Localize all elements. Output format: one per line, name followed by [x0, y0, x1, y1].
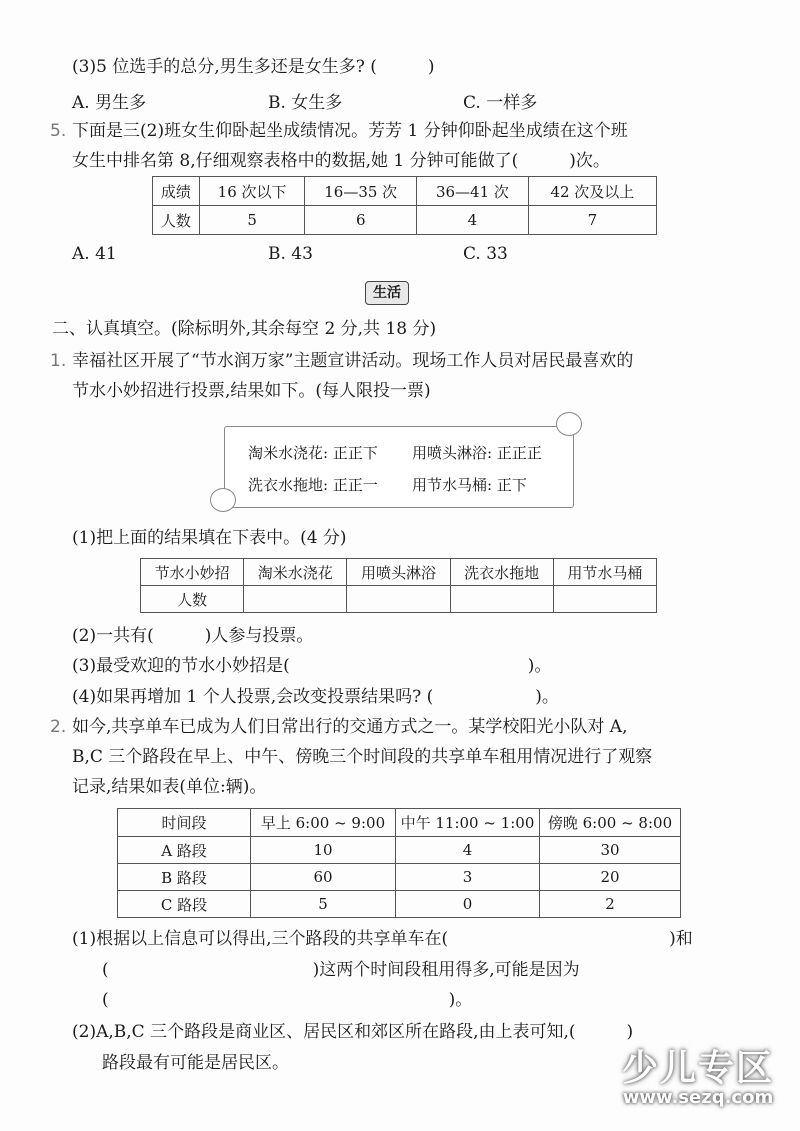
table-cell: 10 [251, 837, 396, 864]
tally-item: 用节水马桶: 正下 [412, 476, 527, 494]
option-b: B. 43 [268, 244, 313, 264]
table-cell: 36—41 次 [417, 177, 529, 206]
option-c: C. 一样多 [463, 93, 538, 113]
question-1-line1: 幸福社区开展了“节水润万家”主题宣讲活动。现场工作人员对居民最喜欢的 [72, 351, 634, 371]
table-cell: 7 [528, 206, 656, 235]
table-row [153, 206, 657, 235]
question-2-line1: 如今,共享单车已成为人们日常出行的交通方式之一。某学校阳光小队对 A, [72, 717, 628, 737]
table-header-row [118, 809, 681, 837]
question-2-sub1-line2: ( )这两个时间段租用得多,可能是因为 [102, 960, 580, 980]
table-cell: 傍晚 6:00 ~ 8:00 [540, 809, 681, 837]
answer-cell[interactable] [450, 586, 553, 613]
option-b: B. 女生多 [268, 93, 343, 113]
answer-cell[interactable] [553, 586, 656, 613]
question-number: 1. [50, 351, 67, 371]
table-cell: 30 [540, 837, 681, 864]
option-a: A. 41 [72, 244, 117, 264]
answer-cell[interactable] [347, 586, 450, 613]
table-cell: B 路段 [118, 864, 251, 891]
question-4-sub3: (3)5 位选手的总分,男生多还是女生多? ( ) [72, 57, 435, 77]
question-2-sub2-line2: 路段最有可能是居民区。 [102, 1053, 289, 1073]
question-1-sub1: (1)把上面的结果填在下表中。(4 分) [72, 528, 347, 548]
question-number: 2. [50, 717, 67, 737]
table-cell: 人数 [153, 206, 200, 235]
question-1-sub2: (2)一共有( )人参与投票。 [72, 626, 314, 646]
table-cell: 用喷头淋浴 [347, 559, 450, 586]
tally-item: 洗衣水拖地: 正正一 [248, 476, 378, 494]
question-5-line2: 女生中排名第 8,仔细观察表格中的数据,她 1 分钟可能做了( )次。 [72, 151, 610, 171]
question-number: 5. [50, 121, 67, 141]
watermark-url: www.sezq.com [622, 1087, 774, 1108]
vote-result-table [140, 558, 657, 613]
tally-item: 用喷头淋浴: 正正正 [412, 444, 542, 462]
table-row [141, 586, 657, 613]
table-cell: 2 [540, 891, 681, 918]
table-cell: 4 [396, 837, 540, 864]
table-cell: 42 次及以上 [528, 177, 656, 206]
question-2-sub2-line1: (2)A,B,C 三个路段是商业区、居民区和郊区所在路段,由上表可知,( ) [72, 1022, 634, 1042]
table-cell: C 路段 [118, 891, 251, 918]
sit-up-score-table [152, 176, 657, 235]
tally-item: 淘米水浇花: 正正下 [248, 444, 378, 462]
table-cell: 成绩 [153, 177, 200, 206]
table-cell: 节水小妙招 [141, 559, 244, 586]
scroll-body [224, 426, 574, 508]
bike-rental-table [117, 808, 681, 918]
table-cell: 洗衣水拖地 [450, 559, 553, 586]
question-5-line1: 下面是三(2)班女生仰卧起坐成绩情况。芳芳 1 分钟仰卧起坐成绩在这个班 [72, 121, 628, 141]
question-2-line2: B,C 三个路段在早上、中午、傍晚三个时间段的共享单车租用情况进行了观察 [72, 747, 653, 767]
table-cell: 3 [396, 864, 540, 891]
table-header-row [153, 177, 657, 206]
table-cell: 60 [251, 864, 396, 891]
vote-tally-scroll [210, 412, 582, 512]
table-cell: 20 [540, 864, 681, 891]
section-title: 二、认真填空。(除标明外,其余每空 2 分,共 18 分) [52, 319, 437, 339]
table-cell: 早上 6:00 ~ 9:00 [251, 809, 396, 837]
option-c: C. 33 [463, 244, 508, 264]
table-cell: 16 次以下 [199, 177, 305, 206]
table-cell: 中午 11:00 ~ 1:00 [396, 809, 540, 837]
answer-cell[interactable] [244, 586, 347, 613]
question-1-line2: 节水小妙招进行投票,结果如下。(每人限投一票) [72, 381, 431, 401]
option-a: A. 男生多 [72, 93, 147, 113]
table-header-row [141, 559, 657, 586]
watermark-title: 少儿专区 [621, 1048, 774, 1089]
table-cell: 人数 [141, 586, 244, 613]
table-cell: 5 [199, 206, 305, 235]
question-1-sub3: (3)最受欢迎的节水小妙招是( )。 [72, 656, 552, 676]
table-cell: 4 [417, 206, 529, 235]
scroll-curl [556, 412, 582, 436]
table-cell: 淘米水浇花 [244, 559, 347, 586]
table-cell: 时间段 [118, 809, 251, 837]
question-2-sub1-line3: ( )。 [102, 990, 473, 1010]
table-cell: 用节水马桶 [553, 559, 656, 586]
table-cell: A 路段 [118, 837, 251, 864]
question-2-line3: 记录,结果如表(单位:辆)。 [72, 777, 267, 797]
table-cell: 16—35 次 [305, 177, 417, 206]
scroll-curl [210, 488, 236, 512]
watermark-logo [622, 1040, 774, 1108]
table-row [118, 891, 681, 918]
question-2-sub1-line1: (1)根据以上信息可以得出,三个路段的共享单车在( )和 [72, 929, 693, 949]
table-row [118, 864, 681, 891]
question-1-sub4: (4)如果再增加 1 个人投票,会改变投票结果吗? ( )。 [72, 687, 559, 707]
table-cell: 5 [251, 891, 396, 918]
table-cell: 0 [396, 891, 540, 918]
table-cell: 6 [305, 206, 417, 235]
category-tag: 生活 [365, 281, 409, 305]
table-row [118, 837, 681, 864]
